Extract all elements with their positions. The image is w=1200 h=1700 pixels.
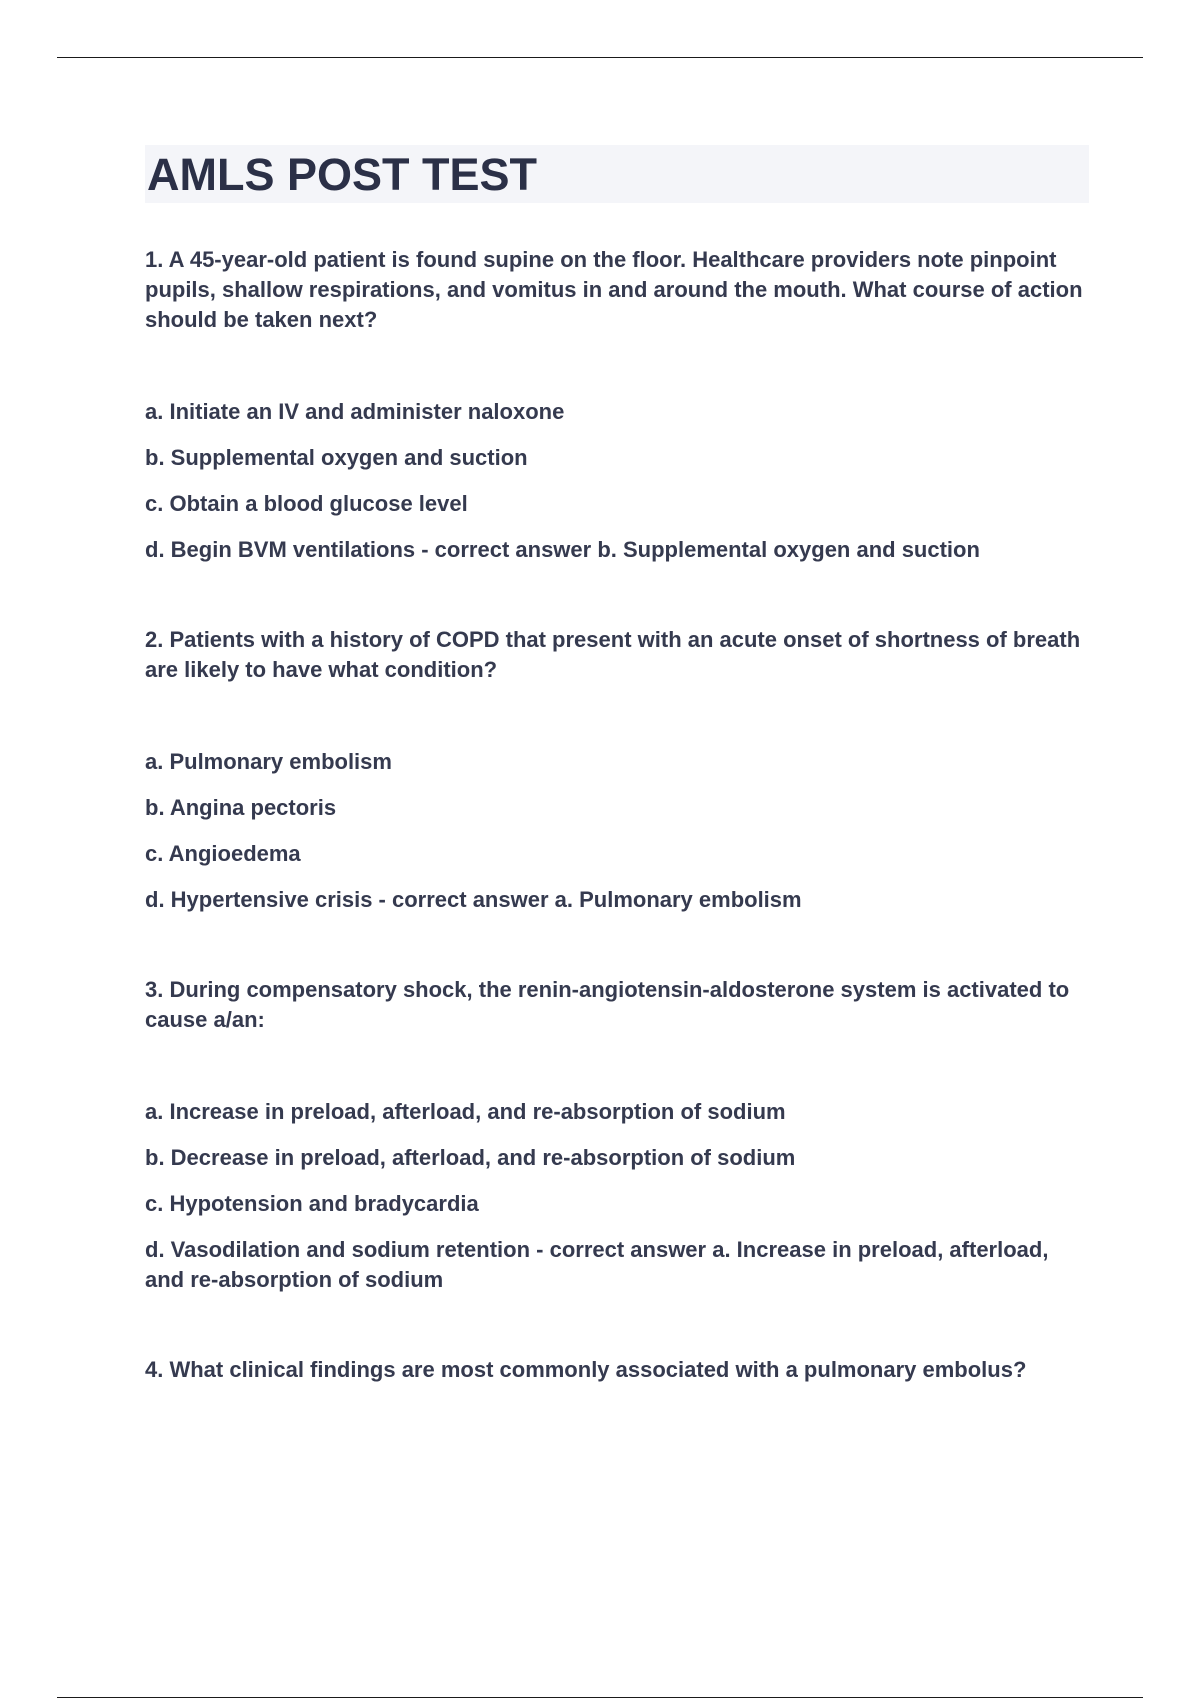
option-c: c. Obtain a blood glucose level xyxy=(145,491,468,516)
page-content xyxy=(145,145,1089,1385)
option-d: d. Begin BVM ventilations - correct answer b. Supplemental oxygen and suction xyxy=(145,537,980,562)
question-text: 2. Patients with a history of COPD that present with an acute onset of shortness of breath are likely to have what condition? xyxy=(145,627,1081,682)
spacer xyxy=(145,1295,1089,1355)
option-b: b. Supplemental oxygen and suction xyxy=(145,445,528,470)
answer-options xyxy=(145,1097,1089,1295)
title-bar xyxy=(145,145,1089,203)
option-c: c. Angioedema xyxy=(145,841,301,866)
option-d: d. Vasodilation and sodium retention - correct answer a. Increase in preload, afterload, and re-absorption of sodium xyxy=(145,1237,1049,1292)
question-4 xyxy=(145,1355,1089,1385)
bottom-rule xyxy=(57,1697,1143,1698)
top-rule xyxy=(57,57,1143,58)
spacer xyxy=(145,565,1089,625)
option-a: a. Initiate an IV and administer naloxone xyxy=(145,399,565,424)
option-a: a. Pulmonary embolism xyxy=(145,749,392,774)
question-text: 4. What clinical findings are most commonly associated with a pulmonary embolus? xyxy=(145,1357,1027,1382)
question-1 xyxy=(145,245,1089,565)
answer-options xyxy=(145,747,1089,915)
option-b: b. Decrease in preload, afterload, and re-absorption of sodium xyxy=(145,1145,796,1170)
question-text: 1. A 45-year-old patient is found supine on the floor. Healthcare providers note pinpoint pupils, shallow respirations, and vomitus in and around the mouth. What course of action should be taken next? xyxy=(145,247,1083,332)
question-2 xyxy=(145,625,1089,915)
question-list xyxy=(145,245,1089,1385)
option-a: a. Increase in preload, afterload, and re-absorption of sodium xyxy=(145,1099,786,1124)
question-3 xyxy=(145,975,1089,1295)
option-b: b. Angina pectoris xyxy=(145,795,337,820)
question-text: 3. During compensatory shock, the renin-angiotensin-aldosterone system is activated to cause a/an: xyxy=(145,977,1070,1032)
spacer xyxy=(145,915,1089,975)
document-title: AMLS POST TEST xyxy=(147,148,538,200)
option-d: d. Hypertensive crisis - correct answer a. Pulmonary embolism xyxy=(145,887,802,912)
option-c: c. Hypotension and bradycardia xyxy=(145,1191,479,1216)
answer-options xyxy=(145,397,1089,565)
